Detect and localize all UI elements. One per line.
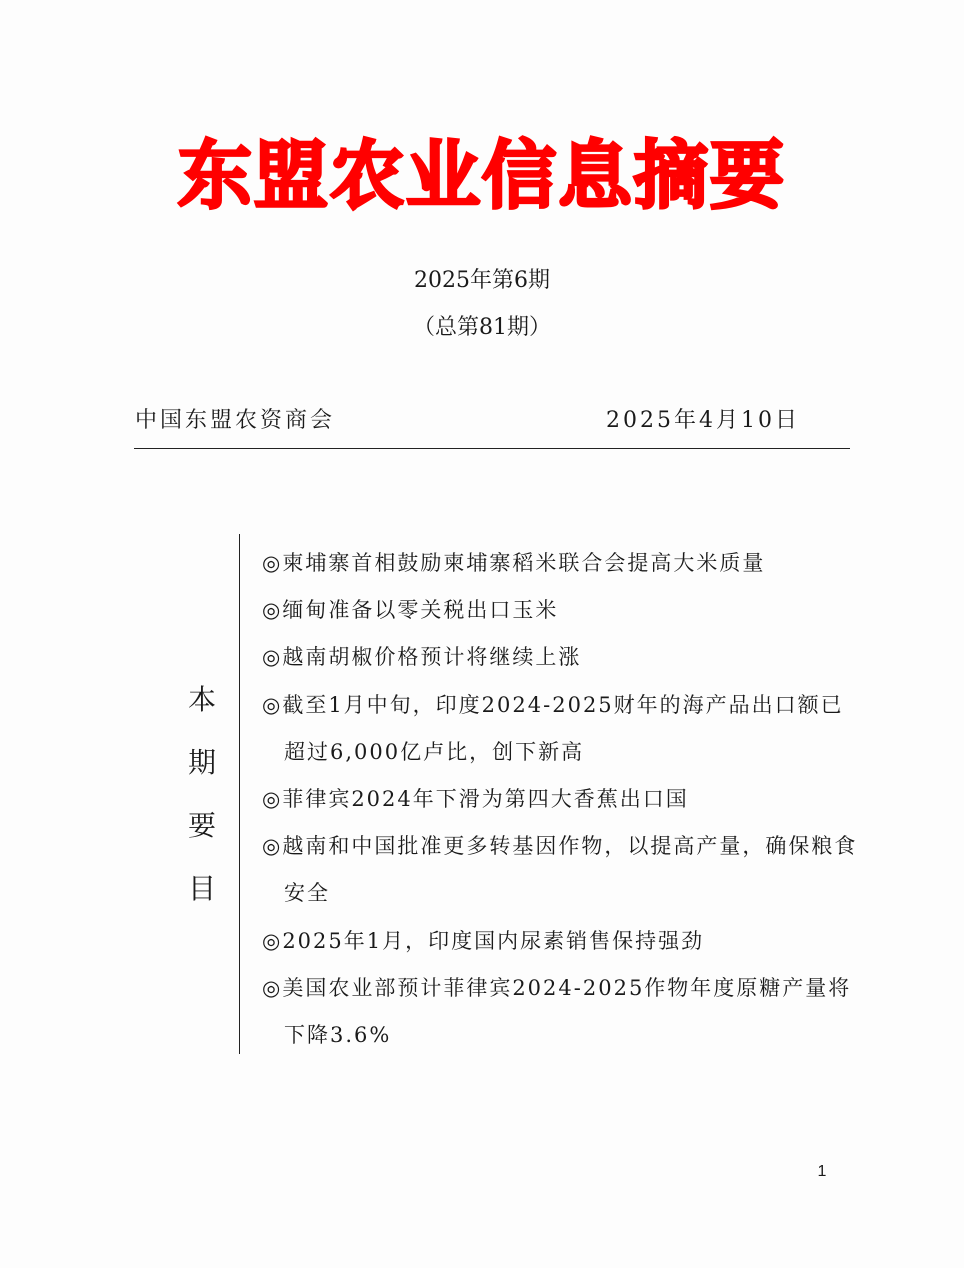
contents-list bbox=[262, 540, 862, 1059]
contents-item[interactable]: ◎截至1月中旬，印度2024-2025财年的海产品出口额已超过6,000亿卢比，创下新高 bbox=[262, 692, 844, 764]
contents-label-char: 目 bbox=[187, 872, 216, 905]
contents-item[interactable]: ◎柬埔寨首相鼓励柬埔寨稻米联合会提高大米质量 bbox=[262, 551, 766, 575]
contents-item[interactable]: ◎缅甸准备以零关税出口玉米 bbox=[262, 598, 559, 623]
header-divider bbox=[134, 448, 850, 449]
contents-label bbox=[180, 668, 224, 920]
contents-item[interactable]: ◎越南胡椒价格预计将继续上涨 bbox=[262, 645, 582, 670]
contents-item[interactable]: ◎越南和中国批准更多转基因作物，以提高产量，确保粮食安全 bbox=[262, 834, 858, 906]
publication-date: 2025年4月10日 bbox=[606, 408, 800, 433]
contents-label-char: 要 bbox=[187, 809, 216, 842]
contents-item[interactable]: ◎美国农业部预计菲律宾2024-2025作物年度原糖产量将下降3.6% bbox=[262, 975, 852, 1048]
contents-item[interactable]: ◎2025年1月，印度国内尿素销售保持强劲 bbox=[262, 928, 705, 953]
contents-label-char: 期 bbox=[187, 746, 216, 779]
page-number: 1 bbox=[817, 1163, 827, 1180]
issue-number: 2025年第6期 bbox=[414, 268, 550, 293]
publication-title: 东盟农业信息摘要 bbox=[178, 133, 786, 219]
contents-item[interactable]: ◎菲律宾2024年下滑为第四大香蕉出口国 bbox=[262, 787, 689, 812]
contents-label-char: 本 bbox=[187, 683, 216, 716]
publisher-name: 中国东盟农资商会 bbox=[135, 408, 336, 433]
total-issue-number: （总第81期） bbox=[413, 315, 551, 340]
contents-divider bbox=[239, 534, 240, 1054]
